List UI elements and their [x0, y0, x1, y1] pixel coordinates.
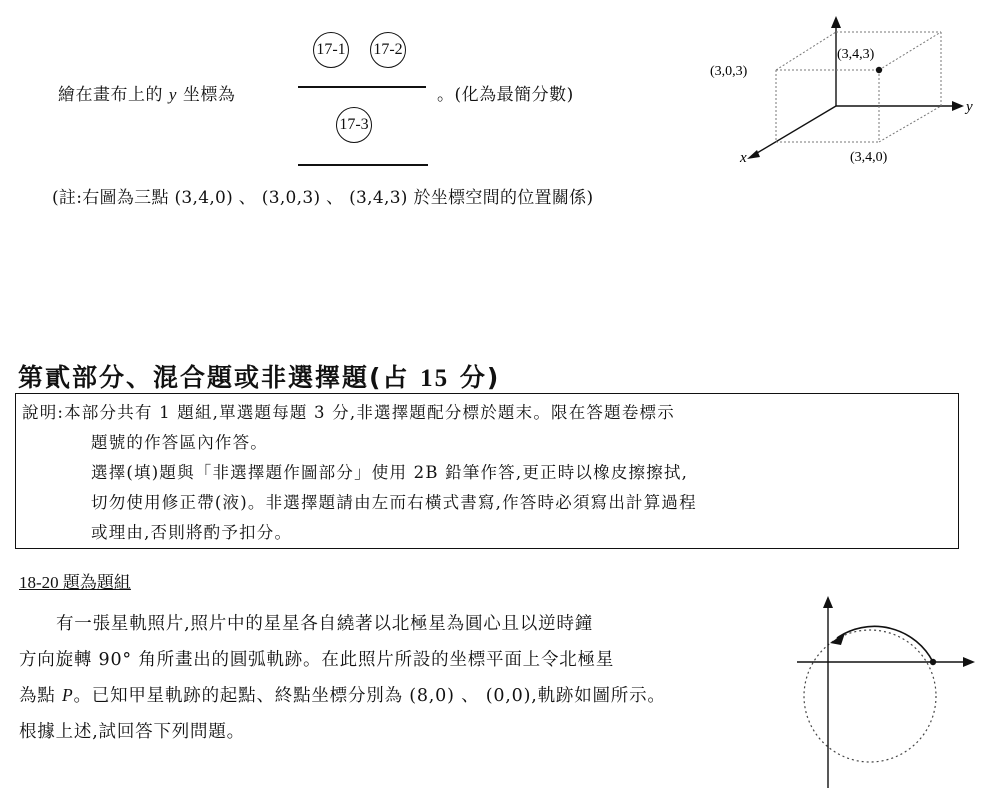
- paragraph-line: 有一張星軌照片,照片中的星星各自繞著以北極星為圓心且以逆時鐘: [56, 614, 594, 634]
- answer-box-label: 17-1: [316, 41, 346, 58]
- point-343: [876, 67, 882, 73]
- instruction-line: 或理由,否則將酌予扣分。: [91, 523, 293, 542]
- x-axis: [752, 106, 836, 156]
- part2-heading-main: 第貳部分、混合題或非選擇題(占: [18, 363, 410, 392]
- x-axis-arrow: [747, 150, 760, 159]
- label-340: (3,4,0): [850, 150, 888, 165]
- point-p-variable: P: [61, 685, 74, 705]
- answer-box-17-1[interactable]: [313, 32, 349, 68]
- paragraph-line: 根據上述,試回答下列問題。: [19, 722, 245, 742]
- instruction-line: 切勿使用修正帶(液)。非選擇題請由左而右橫式書寫,作答時必須寫出計算過程: [91, 493, 697, 512]
- q17-fraction-suffix: 。(化為最簡分數): [437, 85, 574, 105]
- q17-note: (註:右圖為三點 (3,4,0) 、 (3,0,3) 、 (3,4,3) 於坐標空間的位置關係): [52, 188, 594, 208]
- star-trail-figure: [795, 588, 985, 800]
- y-axis-label: y: [966, 99, 973, 115]
- answer-box-17-3[interactable]: [336, 107, 372, 143]
- answer-box-label: 17-3: [339, 116, 369, 133]
- part2-heading-end: 分): [459, 363, 501, 392]
- q17-prompt-suffix: 坐標為: [182, 85, 236, 105]
- y-axis-arrow: [952, 101, 964, 111]
- z-axis-arrow: [831, 16, 841, 28]
- horizontal-axis-arrow: [963, 657, 975, 667]
- x-axis-label: x: [740, 150, 747, 166]
- instruction-line: 說明:本部分共有 1 題組,單選題每題 3 分,非選擇題配分標於題末。限在答題卷標示: [22, 403, 675, 422]
- part2-heading: [18, 358, 500, 394]
- instruction-line: 題號的作答區內作答。: [91, 433, 268, 452]
- 3d-coordinate-figure: [700, 10, 987, 175]
- trail-start-point: [930, 659, 936, 665]
- fraction-bar-upper: [298, 86, 426, 88]
- vertical-axis-arrow: [823, 596, 833, 608]
- question-group-title: 18-20 題為題組: [19, 573, 131, 592]
- trail-arrowhead: [830, 633, 845, 645]
- q17-prompt-prefix: 繪在畫布上的: [58, 85, 163, 105]
- paragraph-text: 。已知甲星軌跡的起點、終點坐標分別為 (8,0) 、 (0,0),軌跡如圖所示。: [73, 686, 666, 706]
- answer-box-17-2[interactable]: [370, 32, 406, 68]
- instructions-box: [15, 393, 959, 549]
- paragraph-text: 為點: [19, 686, 62, 706]
- label-343: (3,4,3): [837, 47, 875, 62]
- instruction-line: 選擇(填)題與「非選擇題作圖部分」使用 2B 鉛筆作答,更正時以橡皮擦擦拭,: [91, 463, 689, 482]
- trail-circle: [804, 630, 936, 762]
- answer-box-label: 17-2: [373, 41, 403, 58]
- q17-prompt: [58, 80, 235, 105]
- paragraph-line: 方向旋轉 90° 角所畫出的圓弧軌跡。在此照片所設的坐標平面上令北極星: [19, 650, 615, 670]
- label-303: (3,0,3): [710, 64, 748, 79]
- q17-prompt-variable: y: [168, 85, 177, 104]
- paragraph-line: [19, 682, 666, 707]
- part2-heading-points: 15: [420, 365, 450, 392]
- fraction-bar-lower: [298, 164, 428, 166]
